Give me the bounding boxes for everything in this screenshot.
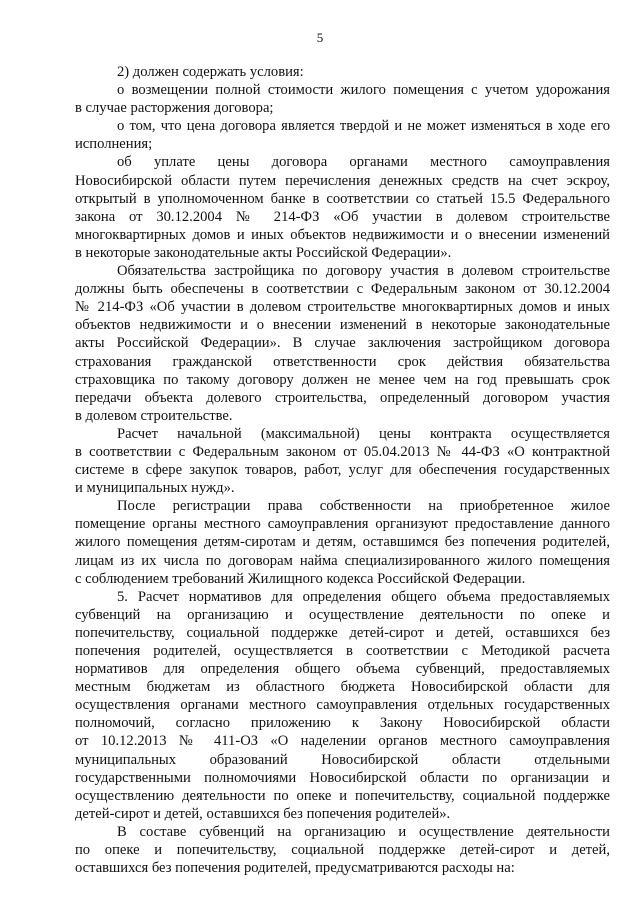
text-line: Расчет начальной (максимальной) цены контракта осуществляется	[117, 425, 610, 442]
text-line: объектов недвижимости и о внесении изменений в некоторые законодательные	[75, 317, 610, 334]
text-line: о том, что цена договора является твердой и не может изменяться в ходе его	[117, 118, 610, 135]
text-line: исполнения;	[75, 136, 153, 153]
text-line: муниципальных образований Новосибирской области отдельными	[75, 751, 610, 768]
document-body	[75, 63, 610, 877]
text-line: об уплате цены договора органами местного самоуправления	[117, 154, 610, 171]
text-line: должны быть обеспечены в соответствии с Федеральным законом от 30.12.2004	[75, 281, 610, 298]
text-line: 2) должен содержать условия:	[117, 64, 304, 80]
text-line: закона от 30.12.2004 № 214-ФЗ «Об участии в долевом строительстве	[75, 208, 610, 225]
text-line: После регистрации права собственности на приобретенное жилое	[117, 498, 610, 515]
text-line: о возмещении полной стоимости жилого помещения с учетом удорожания	[117, 82, 610, 99]
text-line: системе в сфере закупок товаров, работ, услуг для обеспечения государственных	[75, 462, 610, 479]
text-line: попечения родителей, осуществляется в соответствии с Методикой расчета	[75, 643, 610, 659]
text-line: субвенций на организацию и осуществление деятельности по опеке и	[75, 606, 610, 623]
text-line: передачи объекта долевого строительства, определенный договором участия	[75, 389, 610, 406]
text-line: и муниципальных нужд».	[75, 480, 235, 497]
text-line: страхования гражданской ответственности срок действия обязательства	[75, 353, 610, 370]
text-line: местным бюджетам из областного бюджета Новосибирской области для	[75, 679, 610, 696]
text-line: 5. Расчет нормативов для определения общего объема предоставляемых	[117, 588, 610, 605]
text-line: в соответствии с Федеральным законом от 05.04.2013 № 44-ФЗ «О контрактной	[75, 443, 610, 460]
text-line: оставшихся без попечения родителей, предусматриваются расходы на:	[75, 860, 515, 877]
text-line: осуществлению деятельности по опеке и попечительству, социальной поддержке	[75, 787, 610, 804]
text-line: Новосибирской области путем перечисления денежных средств на счет эскроу,	[75, 172, 610, 189]
text-line: от 10.12.2013 № 411-ОЗ «О наделении органов местного самоуправления	[75, 733, 610, 750]
text-line: В составе субвенций на организацию и осуществление деятельности	[117, 823, 610, 840]
text-line: лицам из их числа по договорам найма специализированного жилого помещения	[75, 552, 610, 569]
page-number: 5	[316, 30, 324, 45]
text-line: по опеке и попечительству, социальной поддержке детей-сирот и детей,	[75, 842, 610, 859]
text-line: Обязательства застройщика по договору участия в долевом строительстве	[117, 263, 610, 280]
text-line: открытый в уполномоченном банке в соответствии со статьей 15.5 Федерального	[75, 190, 610, 207]
text-line: акты Российской Федерации». В случае заключения застройщиком договора	[75, 335, 610, 352]
text-line: в некоторые законодательные акты Российской Федерации».	[75, 244, 452, 261]
text-line: помещение органы местного самоуправления организуют предоставление данного	[75, 516, 610, 533]
text-line: страховщика по такому договору должен не менее чем на год превышать срок	[75, 371, 610, 388]
text-line: жилого помещения детям-сиротам и детям, оставшимся без попечения родителей,	[75, 534, 610, 551]
text-line: многоквартирных домов и иных объектов недвижимости и о внесении изменений	[75, 226, 610, 243]
text-line: в долевом строительстве.	[75, 407, 233, 424]
text-line: полномочий, согласно приложению к Закону Новосибирской области	[75, 715, 610, 732]
text-line: № 214-ФЗ «Об участии в долевом строительстве многоквартирных домов и иных	[75, 299, 610, 316]
text-line: попечительству, социальной поддержке детей-сирот и детей, оставшихся без	[75, 624, 610, 641]
text-line: осуществления органами местного самоуправления отдельных государственных	[75, 697, 610, 714]
text-line: государственными полномочиями Новосибирской области по организации и	[75, 769, 610, 786]
text-line: в случае расторжения договора;	[75, 100, 274, 117]
text-line: с соблюдением требований Жилищного кодекса Российской Федерации.	[75, 570, 526, 587]
text-line: нормативов для определения общего объема субвенций, предоставляемых	[75, 661, 610, 678]
text-line: детей-сирот и детей, оставшихся без попечения родителей».	[75, 805, 451, 822]
